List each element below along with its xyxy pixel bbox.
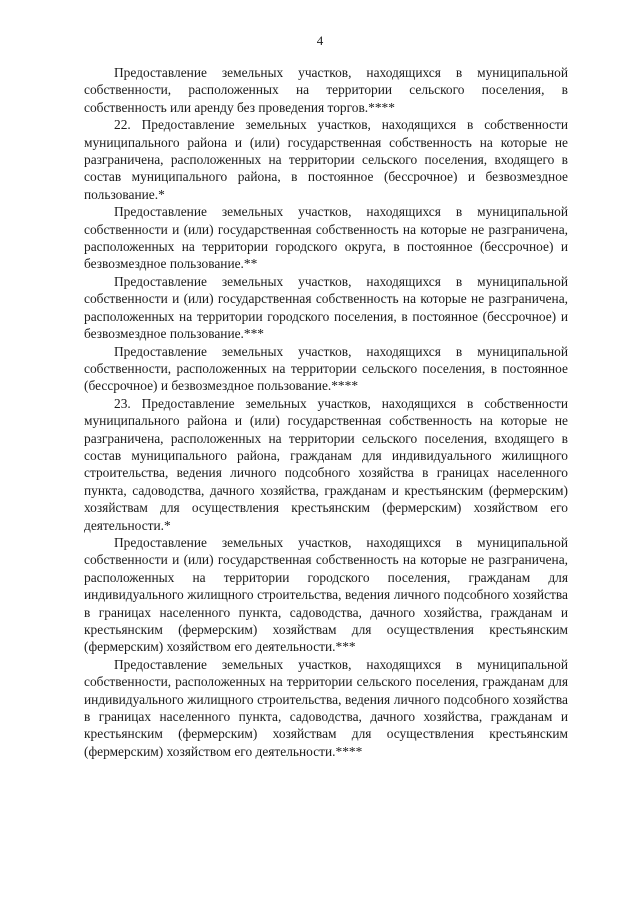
paragraph-8: Предоставление земельных участков, находящихся в муниципальной собственности, расположенных на территории сельского поселения, гражданам для индивидуального жилищного строительства, ведения личного подсобного хозяйства в границах населенного пункта, садоводства, дачного хозяйства, гражданам и крестьянским (фермерским) хозяйствам для осуществления крестьянским (фермерским) хозяйством его деятельности.**** [84,656,568,759]
paragraph-7: Предоставление земельных участков, находящихся в муниципальной собственности и (или) государственная собственность на которые не разграничена, расположенных на территории городского поселения, гражданам для индивидуального жилищного строительства, ведения личного подсобного хозяйства в границах населенного пункта, садоводства, дачного хозяйства, гражданам и крестьянским (фермерским) хозяйствам для осуществления крестьянским (фермерским) хозяйством его деятельности.*** [84,534,568,655]
paragraph-item-23: 23. Предоставление земельных участков, находящихся в собственности муниципального района и (или) государственная собственность на которые не разграничена, расположенных на территории сельского поселения, входящего в состав муниципального района, гражданам для индивидуального жилищного строительства, ведения личного подсобного хозяйства в границах населенного пункта, садоводства, дачного хозяйства, гражданам и крестьянским (фермерским) хозяйствам для осуществления крестьянским (фермерским) хозяйством его деятельности.* [84,395,568,533]
paragraph-3: Предоставление земельных участков, находящихся в муниципальной собственности и (или) государственная собственность на которые не разграничена, расположенных на территории городского округа, в постоянное (бессрочное) и безвозмездное пользование.** [84,204,568,272]
paragraph-4: Предоставление земельных участков, находящихся в муниципальной собственности и (или) государственная собственность на которые не разграничена, расположенных на территории городского поселения, в постоянное (бессрочное) и безвозмездное пользование.*** [84,273,568,342]
paragraph-1: Предоставление земельных участков, находящихся в муниципальной собственности, расположенных на территории сельского поселения, в собственность или аренду без проведения торгов.**** [84,65,568,115]
paragraph-5: Предоставление земельных участков, находящихся в муниципальной собственности, расположенных на территории сельского поселения, в постоянное (бессрочное) и безвозмездное пользование.**** [84,343,568,394]
page-number: 4 [316,33,324,48]
paragraph-item-22: 22. Предоставление земельных участков, находящихся в собственности муниципального района и (или) государственная собственность на которые не разграничена, расположенных на территории сельского поселения, входящего в состав муниципального района, в постоянное (бессрочное) и безвозмездное пользование.* [84,117,568,202]
document-body [84,64,568,760]
